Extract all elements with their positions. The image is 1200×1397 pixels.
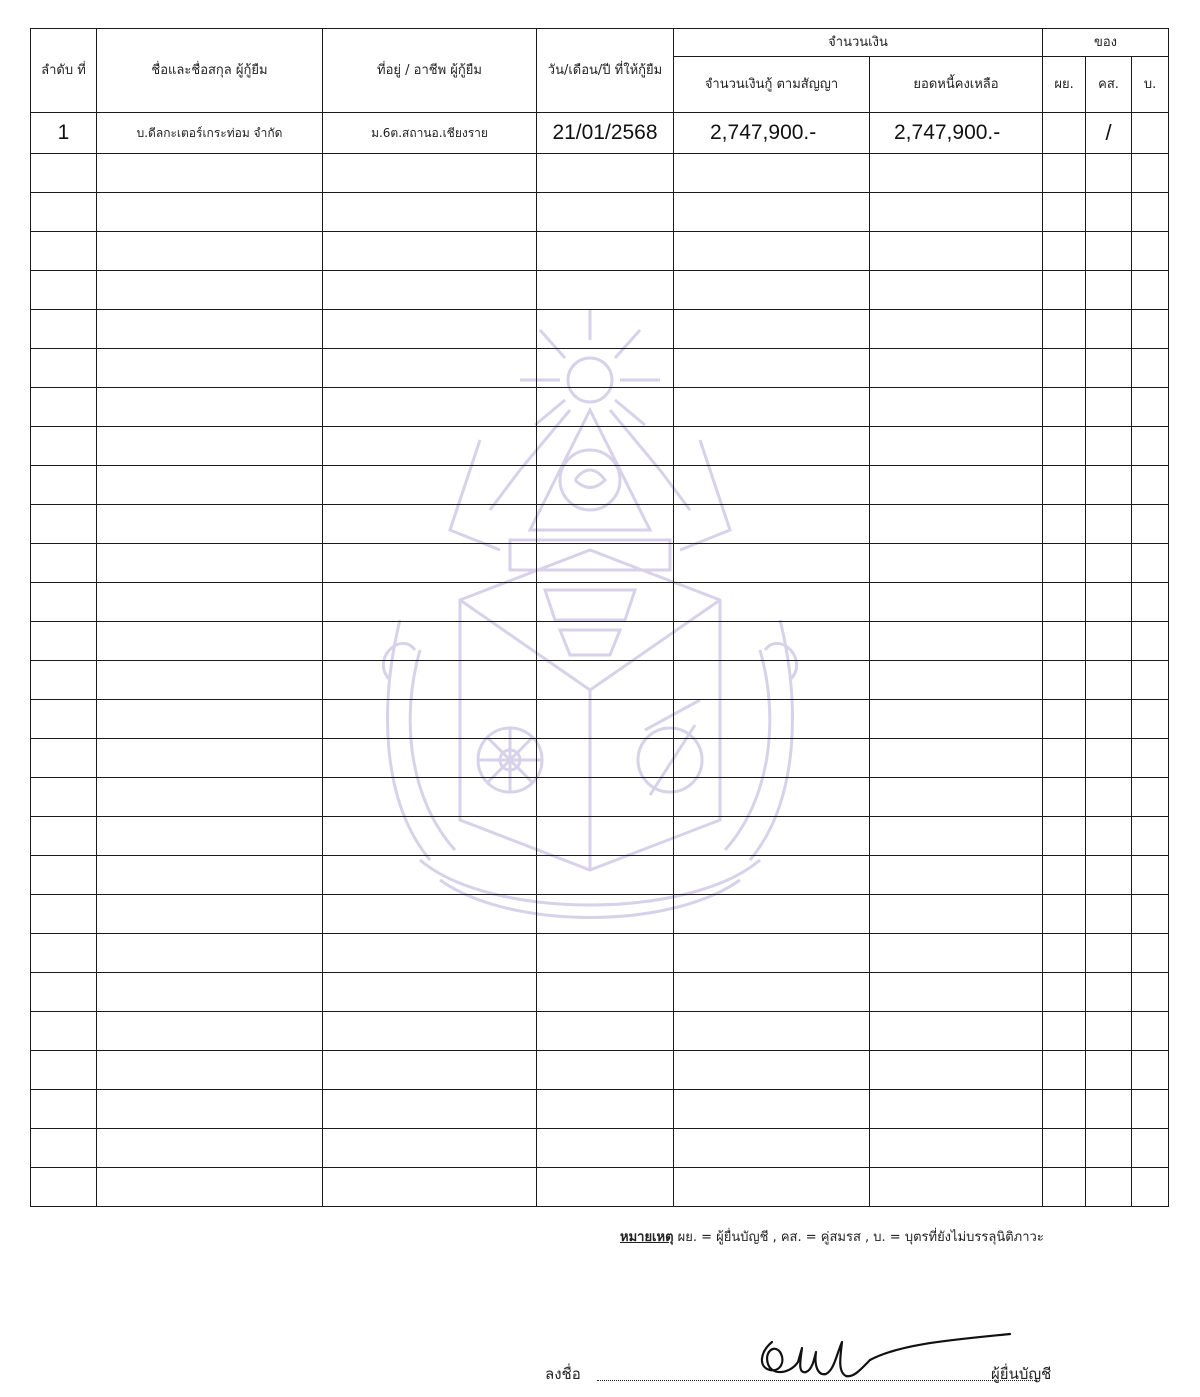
row-owner-filer	[1043, 895, 1086, 934]
row-name	[97, 856, 323, 895]
row-name	[97, 895, 323, 934]
footnote-label: หมายเหตุ	[620, 1230, 674, 1245]
row-owner-spouse	[1086, 973, 1132, 1012]
row-address	[323, 427, 537, 466]
row-name	[97, 427, 323, 466]
row-balance	[870, 622, 1043, 661]
table-row	[31, 113, 1169, 154]
header-owner-child: บ.	[1132, 57, 1169, 113]
row-address	[323, 583, 537, 622]
signature-prefix: ลงชื่อ	[545, 1365, 581, 1383]
row-contract-amount	[674, 466, 870, 505]
row-owner-spouse	[1086, 856, 1132, 895]
row-owner-spouse	[1086, 1051, 1132, 1090]
row-owner-filer	[1043, 427, 1086, 466]
row-owner-spouse	[1086, 1012, 1132, 1051]
header-balance: ยอดหนี้คงเหลือ	[870, 57, 1043, 113]
row-owner-filer	[1043, 583, 1086, 622]
row-balance	[870, 1168, 1043, 1207]
row-name	[97, 1090, 323, 1129]
row-balance	[870, 661, 1043, 700]
row-date	[537, 583, 674, 622]
row-balance	[870, 1051, 1043, 1090]
row-owner-filer	[1043, 1090, 1086, 1129]
row-name	[97, 232, 323, 271]
row-address	[323, 466, 537, 505]
row-balance	[870, 271, 1043, 310]
row-contract-amount	[674, 154, 870, 193]
row-date	[537, 1012, 674, 1051]
row-contract-amount	[674, 232, 870, 271]
row-balance	[870, 973, 1043, 1012]
row-seq	[31, 505, 97, 544]
row-address	[323, 310, 537, 349]
row-contract-amount	[674, 661, 870, 700]
empty-table-row	[31, 1129, 1169, 1168]
row-contract-amount	[674, 271, 870, 310]
header-name: ชื่อและชื่อสกุล ผู้กู้ยืม	[97, 29, 323, 113]
row-owner-child	[1132, 505, 1169, 544]
row-owner-child	[1132, 661, 1169, 700]
row-owner-child	[1132, 154, 1169, 193]
row-name	[97, 1051, 323, 1090]
header-owner-group: ของ	[1043, 29, 1169, 57]
row-owner-child	[1132, 310, 1169, 349]
row-date	[537, 232, 674, 271]
empty-table-row	[31, 544, 1169, 583]
row-balance	[870, 778, 1043, 817]
row-date	[537, 739, 674, 778]
row-owner-child	[1132, 1012, 1169, 1051]
header-amount-group: จำนวนเงิน	[674, 29, 1043, 57]
row-owner-spouse	[1086, 1168, 1132, 1207]
empty-table-row	[31, 583, 1169, 622]
row-address	[323, 973, 537, 1012]
row-address	[323, 1051, 537, 1090]
row-owner-filer	[1043, 271, 1086, 310]
row-seq	[31, 1129, 97, 1168]
row-owner-filer	[1043, 856, 1086, 895]
row-date	[537, 1168, 674, 1207]
empty-table-row	[31, 934, 1169, 973]
row-owner-child	[1132, 856, 1169, 895]
row-address	[323, 739, 537, 778]
row-contract-amount	[674, 388, 870, 427]
row-date	[537, 817, 674, 856]
header-seq: ลำดับ ที่	[31, 29, 97, 113]
row-contract-amount	[674, 739, 870, 778]
empty-table-row	[31, 1090, 1169, 1129]
row-address: ม.6ต.สถานอ.เชียงราย	[323, 113, 537, 154]
row-owner-child	[1132, 388, 1169, 427]
row-owner-child	[1132, 271, 1169, 310]
empty-table-row	[31, 232, 1169, 271]
row-balance	[870, 1090, 1043, 1129]
row-address	[323, 1129, 537, 1168]
row-balance	[870, 232, 1043, 271]
row-address	[323, 1012, 537, 1051]
row-owner-spouse	[1086, 622, 1132, 661]
row-address	[323, 622, 537, 661]
row-name	[97, 271, 323, 310]
row-owner-child	[1132, 622, 1169, 661]
row-contract-amount	[674, 700, 870, 739]
row-owner-filer	[1043, 193, 1086, 232]
row-owner-child	[1132, 427, 1169, 466]
row-owner-spouse	[1086, 1090, 1132, 1129]
row-seq	[31, 544, 97, 583]
row-name	[97, 583, 323, 622]
row-name	[97, 544, 323, 583]
row-address	[323, 1090, 537, 1129]
empty-table-row	[31, 427, 1169, 466]
row-seq	[31, 466, 97, 505]
row-contract-amount	[674, 934, 870, 973]
row-contract-amount	[674, 544, 870, 583]
row-owner-child	[1132, 466, 1169, 505]
row-contract-amount	[674, 505, 870, 544]
empty-table-row	[31, 1012, 1169, 1051]
row-owner-spouse	[1086, 349, 1132, 388]
row-address	[323, 505, 537, 544]
row-seq	[31, 739, 97, 778]
row-owner-filer	[1043, 1012, 1086, 1051]
row-owner-filer	[1043, 622, 1086, 661]
row-seq	[31, 427, 97, 466]
row-address	[323, 700, 537, 739]
row-owner-filer	[1043, 1168, 1086, 1207]
row-name	[97, 1129, 323, 1168]
empty-table-row	[31, 193, 1169, 232]
row-balance	[870, 466, 1043, 505]
row-date	[537, 1051, 674, 1090]
row-address	[323, 817, 537, 856]
row-seq	[31, 1168, 97, 1207]
row-owner-filer	[1043, 505, 1086, 544]
row-owner-spouse	[1086, 661, 1132, 700]
row-owner-spouse	[1086, 1129, 1132, 1168]
row-address	[323, 193, 537, 232]
row-owner-spouse	[1086, 739, 1132, 778]
row-owner-child	[1132, 700, 1169, 739]
row-balance	[870, 427, 1043, 466]
row-name	[97, 154, 323, 193]
row-owner-spouse: /	[1086, 113, 1132, 154]
row-owner-child	[1132, 544, 1169, 583]
row-seq	[31, 1051, 97, 1090]
row-date	[537, 778, 674, 817]
row-address	[323, 1168, 537, 1207]
row-owner-filer	[1043, 113, 1086, 154]
row-balance	[870, 388, 1043, 427]
row-owner-filer	[1043, 388, 1086, 427]
row-balance	[870, 817, 1043, 856]
row-seq	[31, 1090, 97, 1129]
row-date	[537, 271, 674, 310]
row-date	[537, 466, 674, 505]
row-name	[97, 349, 323, 388]
row-address	[323, 661, 537, 700]
row-contract-amount	[674, 583, 870, 622]
empty-table-row	[31, 778, 1169, 817]
row-owner-spouse	[1086, 232, 1132, 271]
row-owner-child	[1132, 1090, 1169, 1129]
empty-table-row	[31, 1168, 1169, 1207]
row-name	[97, 934, 323, 973]
row-balance	[870, 583, 1043, 622]
row-address	[323, 349, 537, 388]
row-owner-spouse	[1086, 544, 1132, 583]
row-name	[97, 1168, 323, 1207]
row-name	[97, 505, 323, 544]
row-address	[323, 388, 537, 427]
row-name	[97, 778, 323, 817]
row-date	[537, 349, 674, 388]
row-owner-spouse	[1086, 895, 1132, 934]
row-owner-spouse	[1086, 154, 1132, 193]
row-owner-child	[1132, 895, 1169, 934]
row-balance	[870, 739, 1043, 778]
row-owner-child	[1132, 739, 1169, 778]
row-seq	[31, 232, 97, 271]
row-name	[97, 817, 323, 856]
row-owner-child	[1132, 583, 1169, 622]
row-date	[537, 193, 674, 232]
row-owner-child	[1132, 232, 1169, 271]
row-date	[537, 622, 674, 661]
row-balance	[870, 700, 1043, 739]
row-name	[97, 739, 323, 778]
row-owner-filer	[1043, 232, 1086, 271]
row-owner-spouse	[1086, 934, 1132, 973]
footnote	[620, 1226, 1044, 1247]
row-date	[537, 661, 674, 700]
row-owner-spouse	[1086, 427, 1132, 466]
row-seq	[31, 973, 97, 1012]
row-contract-amount	[674, 817, 870, 856]
row-name	[97, 388, 323, 427]
row-date	[537, 544, 674, 583]
row-balance	[870, 856, 1043, 895]
row-seq	[31, 934, 97, 973]
row-seq	[31, 193, 97, 232]
row-balance	[870, 310, 1043, 349]
row-contract-amount	[674, 856, 870, 895]
row-contract-amount	[674, 778, 870, 817]
empty-table-row	[31, 388, 1169, 427]
row-contract-amount	[674, 1012, 870, 1051]
row-date	[537, 427, 674, 466]
row-owner-spouse	[1086, 466, 1132, 505]
empty-table-row	[31, 310, 1169, 349]
row-contract-amount	[674, 622, 870, 661]
empty-table-row	[31, 856, 1169, 895]
row-contract-amount: 2,747,900.-	[674, 113, 870, 154]
row-contract-amount	[674, 1129, 870, 1168]
header-date: วัน/เดือน/ปี ที่ให้กู้ยืม	[537, 29, 674, 113]
row-balance: 2,747,900.-	[870, 113, 1043, 154]
row-balance	[870, 193, 1043, 232]
row-contract-amount	[674, 1090, 870, 1129]
header-address: ที่อยู่ / อาชีพ ผู้กู้ยืม	[323, 29, 537, 113]
empty-table-row	[31, 505, 1169, 544]
row-owner-filer	[1043, 154, 1086, 193]
row-name	[97, 310, 323, 349]
row-owner-child	[1132, 1168, 1169, 1207]
row-address	[323, 934, 537, 973]
row-contract-amount	[674, 1051, 870, 1090]
row-seq	[31, 583, 97, 622]
row-balance	[870, 1012, 1043, 1051]
footnote-text: ผย. = ผู้ยื่นบัญชี , คส. = คู่สมรส , บ. = บุตรที่ยังไม่บรรลุนิติภาวะ	[673, 1230, 1044, 1245]
row-seq	[31, 1012, 97, 1051]
empty-table-row	[31, 895, 1169, 934]
empty-table-row	[31, 466, 1169, 505]
row-date: 21/01/2568	[537, 113, 674, 154]
row-seq	[31, 310, 97, 349]
row-owner-filer	[1043, 934, 1086, 973]
row-date	[537, 1129, 674, 1168]
row-name	[97, 1012, 323, 1051]
row-address	[323, 154, 537, 193]
row-owner-child	[1132, 817, 1169, 856]
row-owner-filer	[1043, 973, 1086, 1012]
row-owner-spouse	[1086, 310, 1132, 349]
row-seq: 1	[31, 113, 97, 154]
row-owner-spouse	[1086, 583, 1132, 622]
row-owner-child	[1132, 973, 1169, 1012]
row-contract-amount	[674, 973, 870, 1012]
row-address	[323, 271, 537, 310]
row-seq	[31, 388, 97, 427]
row-owner-filer	[1043, 466, 1086, 505]
row-address	[323, 895, 537, 934]
row-balance	[870, 154, 1043, 193]
handwritten-signature	[750, 1322, 1020, 1392]
empty-table-row	[31, 271, 1169, 310]
row-owner-child	[1132, 1051, 1169, 1090]
row-name	[97, 622, 323, 661]
row-date	[537, 1090, 674, 1129]
row-name	[97, 700, 323, 739]
row-seq	[31, 622, 97, 661]
row-owner-filer	[1043, 1051, 1086, 1090]
row-seq	[31, 700, 97, 739]
row-owner-filer	[1043, 739, 1086, 778]
row-seq	[31, 271, 97, 310]
empty-table-row	[31, 154, 1169, 193]
row-date	[537, 700, 674, 739]
row-contract-amount	[674, 895, 870, 934]
empty-table-row	[31, 700, 1169, 739]
row-owner-spouse	[1086, 388, 1132, 427]
row-date	[537, 154, 674, 193]
row-owner-spouse	[1086, 817, 1132, 856]
empty-table-row	[31, 622, 1169, 661]
row-name	[97, 466, 323, 505]
empty-table-row	[31, 349, 1169, 388]
row-owner-child	[1132, 934, 1169, 973]
row-balance	[870, 505, 1043, 544]
row-name: บ.ดีลกะเตอร์เกระท่อม จำกัด	[97, 113, 323, 154]
row-owner-filer	[1043, 544, 1086, 583]
row-owner-spouse	[1086, 271, 1132, 310]
row-contract-amount	[674, 427, 870, 466]
row-address	[323, 544, 537, 583]
empty-table-row	[31, 739, 1169, 778]
signature-suffix: ผู้ยื่นบัญชี	[991, 1365, 1052, 1383]
empty-table-row	[31, 661, 1169, 700]
row-date	[537, 310, 674, 349]
row-contract-amount	[674, 193, 870, 232]
row-seq	[31, 778, 97, 817]
row-address	[323, 232, 537, 271]
row-seq	[31, 349, 97, 388]
row-owner-child	[1132, 349, 1169, 388]
row-owner-spouse	[1086, 700, 1132, 739]
row-date	[537, 388, 674, 427]
row-owner-spouse	[1086, 505, 1132, 544]
row-address	[323, 778, 537, 817]
row-seq	[31, 856, 97, 895]
row-date	[537, 505, 674, 544]
row-owner-child	[1132, 1129, 1169, 1168]
row-seq	[31, 154, 97, 193]
row-owner-filer	[1043, 778, 1086, 817]
row-owner-child	[1132, 113, 1169, 154]
row-address	[323, 856, 537, 895]
row-owner-filer	[1043, 349, 1086, 388]
row-name	[97, 193, 323, 232]
loan-ledger-table	[30, 28, 1169, 1207]
row-contract-amount	[674, 310, 870, 349]
row-balance	[870, 895, 1043, 934]
row-owner-filer	[1043, 661, 1086, 700]
row-owner-spouse	[1086, 193, 1132, 232]
row-contract-amount	[674, 1168, 870, 1207]
row-balance	[870, 544, 1043, 583]
row-owner-child	[1132, 778, 1169, 817]
header-contract-amount: จำนวนเงินกู้ ตามสัญญา	[674, 57, 870, 113]
row-name	[97, 973, 323, 1012]
row-date	[537, 856, 674, 895]
row-date	[537, 973, 674, 1012]
row-owner-spouse	[1086, 778, 1132, 817]
row-balance	[870, 1129, 1043, 1168]
row-date	[537, 895, 674, 934]
row-name	[97, 661, 323, 700]
row-contract-amount	[674, 349, 870, 388]
row-owner-filer	[1043, 817, 1086, 856]
row-owner-child	[1132, 193, 1169, 232]
row-seq	[31, 817, 97, 856]
empty-table-row	[31, 817, 1169, 856]
empty-table-row	[31, 973, 1169, 1012]
row-balance	[870, 934, 1043, 973]
empty-table-row	[31, 1051, 1169, 1090]
row-owner-filer	[1043, 1129, 1086, 1168]
row-seq	[31, 661, 97, 700]
row-owner-filer	[1043, 310, 1086, 349]
row-owner-filer	[1043, 700, 1086, 739]
header-owner-spouse: คส.	[1086, 57, 1132, 113]
header-owner-filer: ผย.	[1043, 57, 1086, 113]
row-date	[537, 934, 674, 973]
row-seq	[31, 895, 97, 934]
row-balance	[870, 349, 1043, 388]
